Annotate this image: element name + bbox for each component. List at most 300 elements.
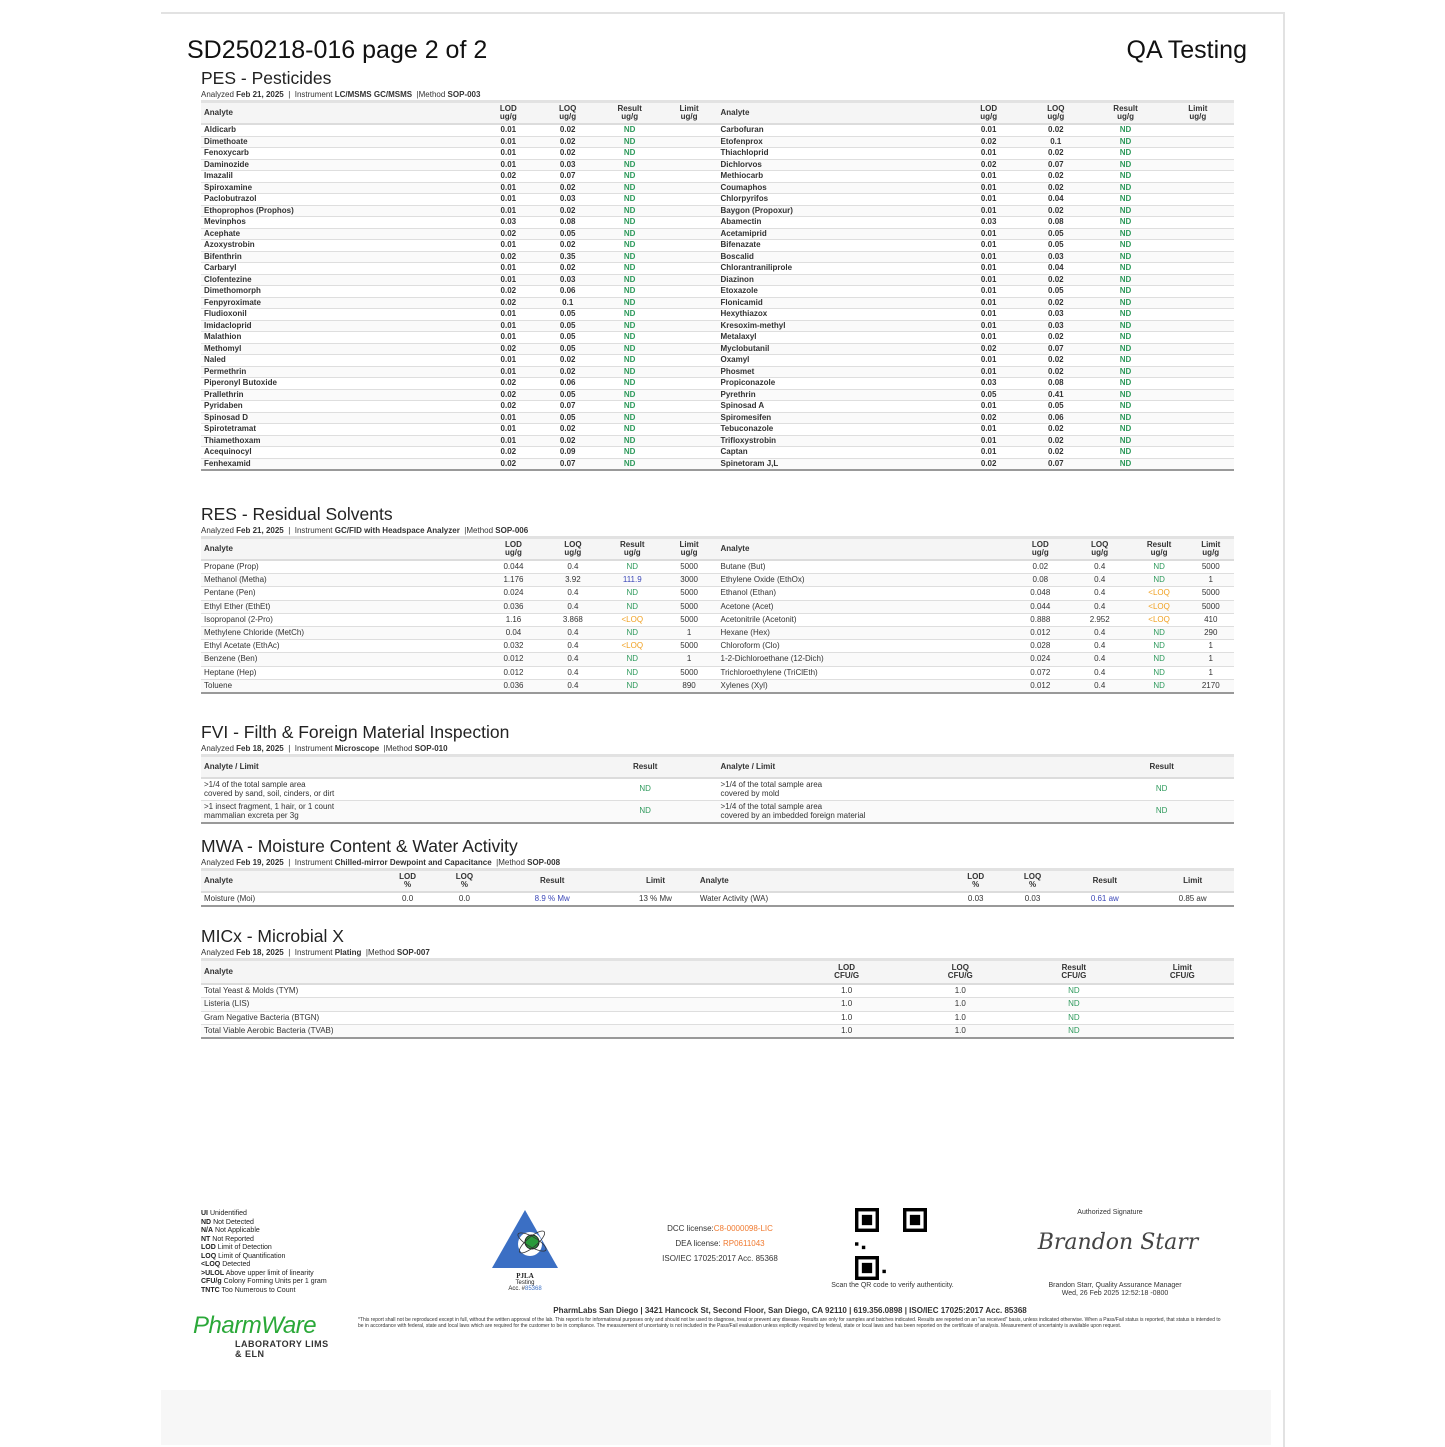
cell-value: ND bbox=[599, 378, 661, 390]
cell-value bbox=[661, 228, 718, 240]
cell-value: 0.01 bbox=[955, 435, 1022, 447]
analyte-name: Ethyl Acetate (EthAc) bbox=[201, 640, 485, 653]
cell-value: 1 bbox=[1188, 640, 1235, 653]
cell-value: ND bbox=[1089, 205, 1161, 217]
cell-value: 1 bbox=[1188, 574, 1235, 587]
cell-value: ND bbox=[1089, 435, 1161, 447]
cell-value: 1.0 bbox=[903, 984, 1017, 998]
pjla-logo-icon bbox=[490, 1208, 560, 1270]
cell-value bbox=[1162, 447, 1234, 459]
cell-value: 0.02 bbox=[480, 458, 537, 470]
cell-value: 0.08 bbox=[1022, 217, 1089, 229]
cell-value: 0.012 bbox=[485, 666, 542, 679]
cell-value: 0.03 bbox=[537, 159, 599, 171]
table-row bbox=[201, 389, 718, 401]
cell-value bbox=[661, 378, 718, 390]
analyte-name: Hexane (Hex) bbox=[718, 626, 1012, 639]
cell-value bbox=[661, 286, 718, 298]
pes-table-right bbox=[718, 100, 1235, 471]
cell-value bbox=[661, 251, 718, 263]
cell-value: 0.01 bbox=[480, 412, 537, 424]
table-row bbox=[201, 424, 718, 436]
cell-value: 0.02 bbox=[1022, 205, 1089, 217]
cell-value: 0.02 bbox=[480, 171, 537, 183]
cell-value: 0.01 bbox=[480, 332, 537, 344]
table-row bbox=[201, 1011, 1234, 1024]
cell-value: 0.012 bbox=[1012, 679, 1069, 693]
section-meta: Analyzed Feb 19, 2025 | Instrument Chilled-mirror Dewpoint and Capacitance |Method SOP-008 bbox=[201, 858, 561, 867]
cell-value: 0.01 bbox=[480, 136, 537, 148]
analyte-name: Pyridaben bbox=[201, 401, 480, 413]
micx-table: Analyte LOD CFU/G LOQ CFU/G Result CFU/G Limit CFU/G Total Yeast & Molds (TYM) 1.0 1.0 ND Listeria (LIS) 1.0 1.0 ND Gram Negative Bacteria (BTGN) 1.0 1.0 ND Total Viable Aerobic Bacteria (TVAB) 1.0 1.0 ND bbox=[201, 958, 1234, 1039]
cell-value: ND bbox=[599, 286, 661, 298]
analyte-name: Acetone (Acet) bbox=[718, 600, 1012, 613]
cell-value: ND bbox=[1089, 378, 1161, 390]
cell-value: 1.0 bbox=[790, 984, 904, 998]
cell-value bbox=[1162, 389, 1234, 401]
analyte-name: Chlorpyrifos bbox=[718, 194, 956, 206]
cell-value: 0.01 bbox=[955, 297, 1022, 309]
cell-value bbox=[661, 159, 718, 171]
table-row bbox=[201, 458, 718, 470]
cell-value bbox=[1162, 148, 1234, 160]
legend-item: CFU/g Colony Forming Units per 1 gram bbox=[201, 1278, 327, 1285]
cell-value: 0.02 bbox=[1022, 148, 1089, 160]
table-row bbox=[201, 587, 718, 600]
cell-value bbox=[1162, 136, 1234, 148]
cell-value: 0.028 bbox=[1012, 640, 1069, 653]
analyte-name: Imazalil bbox=[201, 171, 480, 183]
cell-value: ND bbox=[604, 626, 661, 639]
cell-value bbox=[661, 148, 718, 160]
analyte-name: Trifloxystrobin bbox=[718, 435, 956, 447]
table-row bbox=[718, 574, 1235, 587]
cell-value: ND bbox=[1089, 171, 1161, 183]
table-row bbox=[201, 435, 718, 447]
analyte-limit: >1/4 of the total sample area covered by an imbedded foreign material bbox=[717, 801, 1089, 824]
cell-value bbox=[1162, 343, 1234, 355]
cell-value: 0.01 bbox=[955, 332, 1022, 344]
cell-value bbox=[1162, 378, 1234, 390]
cell-value: 0.02 bbox=[537, 240, 599, 252]
table-row bbox=[718, 286, 1235, 298]
analyte-name: Naled bbox=[201, 355, 480, 367]
cell-value: ND bbox=[599, 228, 661, 240]
cell-value: 0.01 bbox=[955, 171, 1022, 183]
pharmware-logo: PharmWare LABORATORY LIMS & ELN bbox=[193, 1312, 329, 1359]
cell-value: 0.03 bbox=[537, 274, 599, 286]
cell-value: 0.1 bbox=[1022, 136, 1089, 148]
cell-value: 0.06 bbox=[537, 378, 599, 390]
qr-caption: Scan the QR code to verify authenticity. bbox=[831, 1282, 954, 1289]
analyte-name: Carbofuran bbox=[718, 124, 956, 136]
cell-value: 0.044 bbox=[485, 560, 542, 574]
table-row bbox=[201, 412, 718, 424]
cell-value: ND bbox=[604, 600, 661, 613]
column-header: Limit ug/g bbox=[661, 102, 718, 125]
section-title: RES - Residual Solvents bbox=[201, 504, 393, 524]
analyte-name: Spinosad A bbox=[718, 401, 956, 413]
pes-tables bbox=[201, 100, 1234, 471]
cell-value: ND bbox=[1089, 159, 1161, 171]
column-header: LOD ug/g bbox=[480, 102, 537, 125]
result-value: ND bbox=[573, 778, 718, 801]
analyte-name: Total Viable Aerobic Bacteria (TVAB) bbox=[201, 1024, 790, 1038]
cell-value: 0.05 bbox=[537, 389, 599, 401]
cell-value: ND bbox=[599, 435, 661, 447]
table-row bbox=[718, 320, 1235, 332]
cell-value: 0.4 bbox=[1069, 640, 1131, 653]
cell-value: <LOQ bbox=[1131, 600, 1188, 613]
cell-value: 0.4 bbox=[542, 679, 604, 693]
cell-value: 0.01 bbox=[480, 240, 537, 252]
cell-value: 0.02 bbox=[537, 263, 599, 275]
legend-item: TNTC Too Numerous to Count bbox=[201, 1286, 296, 1294]
cell-value: 0.07 bbox=[1022, 159, 1089, 171]
table-row bbox=[201, 653, 718, 666]
analyte-name: Carbaryl bbox=[201, 263, 480, 275]
cell-value: ND bbox=[1089, 424, 1161, 436]
section-title: MWA - Moisture Content & Water Activity bbox=[201, 836, 518, 856]
cell-value: 0.01 bbox=[955, 366, 1022, 378]
analyte-name: Tebuconazole bbox=[718, 424, 956, 436]
pes-section bbox=[201, 68, 1234, 471]
table-row bbox=[201, 613, 718, 626]
table-row bbox=[718, 587, 1235, 600]
cell-value: ND bbox=[604, 653, 661, 666]
cell-value: 1 bbox=[661, 653, 718, 666]
cell-value: ND bbox=[599, 401, 661, 413]
analyte-name: Chloroform (Clo) bbox=[718, 640, 1012, 653]
cell-value: 0.01 bbox=[480, 424, 537, 436]
legend-item: LOQ Limit of Quantification bbox=[201, 1252, 286, 1260]
cell-value: ND bbox=[1131, 653, 1188, 666]
analyte-name: Methiocarb bbox=[718, 171, 956, 183]
analyte-name: Acequinocyl bbox=[201, 447, 480, 459]
cell-value: 0.024 bbox=[1012, 653, 1069, 666]
cell-value: 0.1 bbox=[537, 297, 599, 309]
cell-value: 0.4 bbox=[542, 640, 604, 653]
cell-value: 0.01 bbox=[955, 148, 1022, 160]
analyte-name: Benzene (Ben) bbox=[201, 653, 485, 666]
table-row bbox=[201, 332, 718, 344]
cell-value: ND bbox=[1089, 332, 1161, 344]
analyte-name: Kresoxim-methyl bbox=[718, 320, 956, 332]
cell-value: 0.07 bbox=[537, 171, 599, 183]
analyte-name: Oxamyl bbox=[718, 355, 956, 367]
analyte-name: Xylenes (Xyl) bbox=[718, 679, 1012, 693]
cell-value: 0.05 bbox=[955, 389, 1022, 401]
cell-value: ND bbox=[1089, 228, 1161, 240]
legend-item: UI Unidentified bbox=[201, 1210, 247, 1217]
cell-value: ND bbox=[1089, 366, 1161, 378]
column-header: LOQ ug/g bbox=[537, 102, 599, 125]
cell-value: ND bbox=[599, 171, 661, 183]
cell-value: ND bbox=[1131, 574, 1188, 587]
cell-value: 1 bbox=[1188, 653, 1235, 666]
qr-code-icon[interactable] bbox=[855, 1208, 927, 1280]
cell-value bbox=[1162, 286, 1234, 298]
analyte-name: Prallethrin bbox=[201, 389, 480, 401]
legend-item: >ULOL Above upper limit of linearity bbox=[201, 1269, 314, 1277]
table-row bbox=[718, 653, 1235, 666]
cell-value: <LOQ bbox=[604, 613, 661, 626]
cell-value: ND bbox=[1089, 136, 1161, 148]
table-row bbox=[718, 274, 1235, 286]
cell-value bbox=[1162, 205, 1234, 217]
cell-value: ND bbox=[1089, 286, 1161, 298]
cell-value: 3.868 bbox=[542, 613, 604, 626]
cell-value: ND bbox=[599, 159, 661, 171]
license-info: DCC license:C8-0000098-LIC DEA license: RP0611043 ISO/IEC 17025:2017 Acc. 85368 bbox=[662, 1224, 778, 1263]
cell-value: ND bbox=[1089, 148, 1161, 160]
cell-value: ND bbox=[599, 297, 661, 309]
table-row bbox=[201, 297, 718, 309]
cell-value: 0.02 bbox=[480, 228, 537, 240]
cell-value: 0.036 bbox=[485, 600, 542, 613]
cell-value: 111.9 bbox=[604, 574, 661, 587]
cell-value: 410 bbox=[1188, 613, 1235, 626]
analyte-name: Etofenprox bbox=[718, 136, 956, 148]
cell-value: 0.4 bbox=[542, 587, 604, 600]
table-row bbox=[718, 251, 1235, 263]
cell-value bbox=[1162, 320, 1234, 332]
cell-value: ND bbox=[1089, 412, 1161, 424]
cell-value bbox=[1162, 124, 1234, 136]
cell-value: ND bbox=[1089, 309, 1161, 321]
section-title: FVI - Filth & Foreign Material Inspection bbox=[201, 722, 510, 742]
cell-value: 0.05 bbox=[537, 320, 599, 332]
cell-value: 0.02 bbox=[1022, 424, 1089, 436]
table-row bbox=[201, 205, 718, 217]
cell-value bbox=[661, 320, 718, 332]
cell-value: ND bbox=[1089, 447, 1161, 459]
cell-value bbox=[661, 182, 718, 194]
lab-address: PharmLabs San Diego | 3421 Hancock St, Second Floor, San Diego, CA 92110 | 619.356.0898 | ISO/IEC 17025:2017 Acc. 85368 bbox=[553, 1306, 1027, 1315]
analyte-name: Methanol (Metha) bbox=[201, 574, 485, 587]
analyte-name: Gram Negative Bacteria (BTGN) bbox=[201, 1011, 790, 1024]
cell-value: 0.4 bbox=[1069, 679, 1131, 693]
cell-value: 0.07 bbox=[537, 458, 599, 470]
table-row bbox=[718, 343, 1235, 355]
cell-value: 0.02 bbox=[537, 148, 599, 160]
column-header: Result ug/g bbox=[599, 102, 661, 125]
cell-value bbox=[1162, 309, 1234, 321]
table-row bbox=[201, 801, 1234, 824]
cell-value: 0.02 bbox=[1022, 171, 1089, 183]
cell-value: ND bbox=[1017, 1024, 1131, 1038]
cell-value bbox=[1162, 355, 1234, 367]
table-row bbox=[718, 309, 1235, 321]
cell-value: 0.02 bbox=[955, 458, 1022, 470]
cell-value: 1.0 bbox=[903, 1011, 1017, 1024]
column-header: Limit ug/g bbox=[661, 538, 718, 561]
pjla-accreditation: PJLA Testing Acc. #85368 bbox=[485, 1208, 565, 1292]
column-header: Analyte bbox=[201, 102, 480, 125]
section-title: MICx - Microbial X bbox=[201, 926, 344, 946]
cell-value: ND bbox=[599, 274, 661, 286]
analyte-name: Heptane (Hep) bbox=[201, 666, 485, 679]
cell-value: 0.05 bbox=[1022, 228, 1089, 240]
res-table-left bbox=[201, 536, 718, 694]
signer-info: Brandon Starr, Quality Assurance Manager Wed, 26 Feb 2025 12:52:18 -0800 bbox=[1048, 1282, 1182, 1297]
cell-value: 0.01 bbox=[955, 320, 1022, 332]
cell-value bbox=[661, 194, 718, 206]
table-row bbox=[201, 194, 718, 206]
cell-value: 0.03 bbox=[1022, 251, 1089, 263]
analyte-name: Spinetoram J,L bbox=[718, 458, 956, 470]
cell-value: ND bbox=[599, 447, 661, 459]
table-row bbox=[718, 205, 1235, 217]
cell-value: 0.05 bbox=[537, 412, 599, 424]
cell-value: 0.4 bbox=[1069, 626, 1131, 639]
cell-value bbox=[661, 124, 718, 136]
cell-value bbox=[1162, 274, 1234, 286]
analyte-name: Toluene bbox=[201, 679, 485, 693]
cell-value: ND bbox=[1131, 640, 1188, 653]
cell-value: 0.03 bbox=[1022, 309, 1089, 321]
cell-value: 0.01 bbox=[480, 435, 537, 447]
cell-value: 0.01 bbox=[480, 124, 537, 136]
table-row bbox=[201, 560, 718, 574]
cell-value: 0.048 bbox=[1012, 587, 1069, 600]
cell-value bbox=[1162, 251, 1234, 263]
cell-value: <LOQ bbox=[604, 640, 661, 653]
cell-value: ND bbox=[599, 148, 661, 160]
cell-value: 0.02 bbox=[955, 412, 1022, 424]
cell-value: 1.0 bbox=[790, 1024, 904, 1038]
cell-value: 1 bbox=[1188, 666, 1235, 679]
cell-value: 5000 bbox=[661, 613, 718, 626]
analyte-name: Daminozide bbox=[201, 159, 480, 171]
micx-section bbox=[201, 926, 1234, 1039]
analyte-name: Phosmet bbox=[718, 366, 956, 378]
column-header: Limit ug/g bbox=[1162, 102, 1234, 125]
cell-value bbox=[661, 309, 718, 321]
cell-value: 0.4 bbox=[542, 600, 604, 613]
cell-value: ND bbox=[599, 355, 661, 367]
table-row bbox=[718, 401, 1235, 413]
cell-value bbox=[661, 263, 718, 275]
table-row bbox=[201, 274, 718, 286]
cell-value: 890 bbox=[661, 679, 718, 693]
cell-value bbox=[661, 412, 718, 424]
table-row bbox=[718, 240, 1235, 252]
analyte-name: Pentane (Pen) bbox=[201, 587, 485, 600]
cell-value bbox=[661, 366, 718, 378]
analyte-limit: >1/4 of the total sample area covered by mold bbox=[717, 778, 1089, 801]
cell-value bbox=[661, 355, 718, 367]
cell-value: 5000 bbox=[661, 560, 718, 574]
cell-value: 0.01 bbox=[955, 205, 1022, 217]
cell-value: <LOQ bbox=[1131, 613, 1188, 626]
cell-value: 0.01 bbox=[955, 263, 1022, 275]
table-row bbox=[718, 666, 1235, 679]
cell-value: 0.01 bbox=[480, 355, 537, 367]
cell-value: 0.03 bbox=[480, 217, 537, 229]
res-table-right bbox=[718, 536, 1235, 694]
result-value: ND bbox=[1089, 801, 1234, 824]
analyte-name: Fludioxonil bbox=[201, 309, 480, 321]
cell-value: 0.032 bbox=[485, 640, 542, 653]
cell-value: 0.02 bbox=[537, 435, 599, 447]
cell-value: 0.02 bbox=[537, 205, 599, 217]
analyte-name: Malathion bbox=[201, 332, 480, 344]
table-row bbox=[201, 136, 718, 148]
table-row bbox=[201, 343, 718, 355]
cell-value: 0.01 bbox=[955, 228, 1022, 240]
table-row bbox=[718, 640, 1235, 653]
cell-value: 0.01 bbox=[480, 148, 537, 160]
table-row bbox=[201, 574, 718, 587]
cell-value bbox=[1162, 194, 1234, 206]
cell-value: 0.02 bbox=[1022, 182, 1089, 194]
analyte-name: Chlorantraniliprole bbox=[718, 263, 956, 275]
table-row bbox=[718, 182, 1235, 194]
cell-value: 3000 bbox=[661, 574, 718, 587]
table-row bbox=[201, 447, 718, 459]
table-row bbox=[201, 320, 718, 332]
cell-value: 0.02 bbox=[480, 447, 537, 459]
cell-value bbox=[1162, 332, 1234, 344]
cell-value: 0.072 bbox=[1012, 666, 1069, 679]
cell-value: 0.06 bbox=[1022, 412, 1089, 424]
disclaimer: *This report shall not be reproduced except in full, without the written approval of the lab. This report is for informational purposes only and should not be used to diagnose, treat or prevent any disease. Results are only for samples and batches indicated. Results are reported on an "as received" basis, unless indicated otherwise. When a Pass/Fail status is reported, that status is intended to be in accordance with federal, state and local laws which are required for the customer to be in compliance. The measurement of uncertainty is not included in the Pass/Fail evaluation unless explicitly required by federal, state or local laws and has been reported on the certificate of analysis. Measurement of uncertainty is available upon request. bbox=[358, 1317, 1221, 1329]
cell-value: 0.04 bbox=[1022, 194, 1089, 206]
cell-value: ND bbox=[1089, 389, 1161, 401]
cell-value bbox=[1162, 458, 1234, 470]
analyte-name: Captan bbox=[718, 447, 956, 459]
cell-value bbox=[1131, 998, 1234, 1011]
analyte-name: Etoxazole bbox=[718, 286, 956, 298]
cell-value: 0.01 bbox=[955, 355, 1022, 367]
cell-value: ND bbox=[604, 587, 661, 600]
cell-value bbox=[661, 136, 718, 148]
cell-value: 0.02 bbox=[1022, 366, 1089, 378]
cell-value: 0.4 bbox=[1069, 600, 1131, 613]
table-row bbox=[718, 171, 1235, 183]
table-row bbox=[718, 159, 1235, 171]
cell-value: ND bbox=[599, 458, 661, 470]
cell-value: ND bbox=[1089, 182, 1161, 194]
column-header: LOD ug/g bbox=[1012, 538, 1069, 561]
table-row bbox=[201, 1024, 1234, 1038]
analyte-name: Acetonitrile (Acetonit) bbox=[718, 613, 1012, 626]
cell-value: 0.01 bbox=[480, 205, 537, 217]
res-section bbox=[201, 504, 1234, 694]
table-row bbox=[201, 600, 718, 613]
cell-value: ND bbox=[599, 194, 661, 206]
cell-value bbox=[1162, 401, 1234, 413]
cell-value: ND bbox=[1131, 679, 1188, 693]
cell-value bbox=[1162, 182, 1234, 194]
cell-value: 0.08 bbox=[1012, 574, 1069, 587]
cell-value: 0.02 bbox=[480, 297, 537, 309]
table-row bbox=[201, 401, 718, 413]
table-row bbox=[718, 626, 1235, 639]
mwa-section bbox=[201, 836, 1234, 907]
analyte-name: Acephate bbox=[201, 228, 480, 240]
analyte-name: Permethrin bbox=[201, 366, 480, 378]
res-tables bbox=[201, 536, 1234, 694]
legend-item: NT Not Reported bbox=[201, 1235, 254, 1243]
table-row: Moisture (Moi) 0.0 0.0 8.9 % Mw 13 % Mw Water Activity (WA) 0.03 0.03 0.61 aw 0.85 aw bbox=[201, 892, 1234, 906]
cell-value bbox=[661, 205, 718, 217]
table-row bbox=[201, 378, 718, 390]
analyte-name: Methomyl bbox=[201, 343, 480, 355]
cell-value bbox=[661, 240, 718, 252]
cell-value: 1.0 bbox=[790, 998, 904, 1011]
